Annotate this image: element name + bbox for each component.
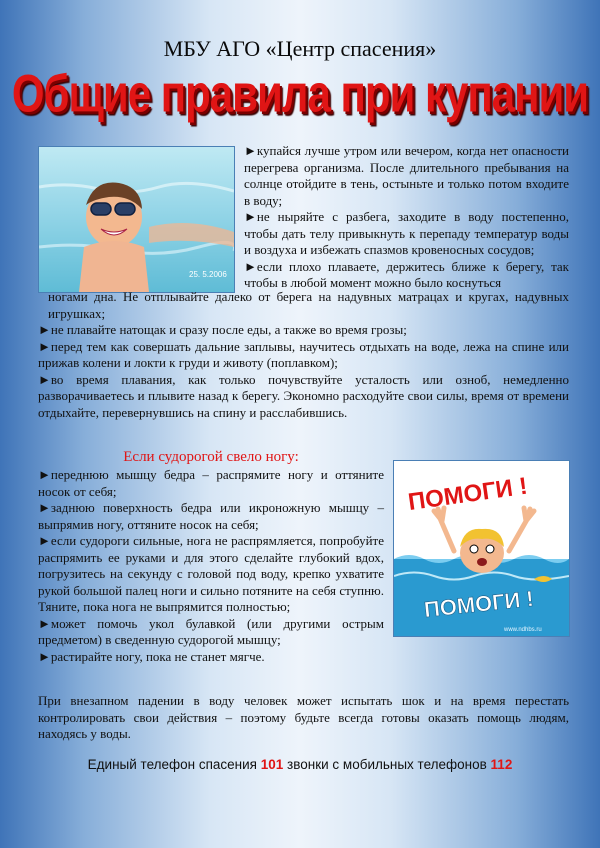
rule-item: ►не ныряйте с разбега, заходите в воду постепенно, чтобы дать телу привыкнуть к перепаду температур воды и воздуха и избежать спазмов кровеносных сосудов; [244, 209, 569, 257]
closing-paragraph [38, 693, 569, 743]
rescue-number: 101 [260, 757, 284, 772]
illustration-credit: www.ndhbs.ru [504, 627, 542, 633]
rule-item: ►купайся лучше утром или вечером, когда нет опасности перегрева организма. После длительного пребывания на солнце отойдите в тень, остыньте и только потом входите в воду; [244, 143, 569, 208]
photo-date-stamp: 25. 5.2006 [189, 270, 227, 279]
cramp-item: ►может помочь укол булавкой (или другими острым предметом) в сведенную судорогой мышцу; [38, 615, 384, 647]
rule-item: ►во время плавания, как только почувствуйте усталость или озноб, немедленно разворачиваетесь и плывите назад к берегу. Экономно расходуйте свои силы, время от времени отдыхайте, перевернувшись на спину и расслабившись. [38, 371, 569, 420]
footer-text-mobile: звонки с мобильных телефонов [287, 757, 487, 772]
rules-top-block [244, 143, 569, 292]
drowning-help-illustration [393, 460, 570, 637]
rules-bottom-block [38, 289, 569, 421]
help-text-bottom: ПОМОГИ ! [422, 585, 535, 623]
cramp-item: ►растирайте ногу, пока не станет мягче. [38, 648, 265, 664]
cramp-instructions [38, 467, 384, 665]
cramp-item: ►если судороги сильные, нога не распрямляется, попробуйте распрямить ее руками и для этого сделайте глубокий вдох, погрузитесь на секунду с головой под воду, крепко ухватите рукой большой палец ноги и сильно потяните на себя ступню. Тяните, пока нога не выпрямится полностью; [38, 533, 384, 614]
closing-text: При внезапном падении в воду человек может испытать шок и на время перестать контролировать свои действия – поэтому будьте всегда готовы оказать помощь людям, находясь у воды. [38, 693, 569, 741]
cramp-section-title: Если судорогой свело ногу: [123, 449, 299, 465]
footer-text-rescue: Единый телефон спасения [87, 757, 257, 772]
organization-name: МБУ АГО «Центр спасения» [163, 36, 437, 61]
rule-item: ►не плавайте натощак и сразу после еды, а также во время грозы; [38, 322, 407, 337]
rule-item: ногами дна. Не отплывайте далеко от берега на надувных матрацах и кругах, надувных игрушках; [48, 289, 569, 321]
mobile-number: 112 [490, 757, 513, 772]
help-text-top: ПОМОГИ ! [406, 472, 530, 517]
emergency-phone-footer [0, 757, 600, 772]
rule-item: ►если плохо плаваете, держитесь ближе к берегу, так чтобы в любой момент можно было коснуться [244, 258, 569, 290]
cramp-item: ►переднюю мышцу бедра – распрямите ногу и оттяните носок от себя; [38, 467, 384, 499]
rule-item: ►перед тем как совершать дальние заплывы, научитесь отдыхать на воде, лежа на спине или прижав колени и локти к груди и животу (поплавком); [38, 338, 569, 370]
swimming-boy-photo [38, 146, 235, 293]
page-title: Общие правила при купании [11, 64, 589, 123]
cramp-item: ►заднюю поверхность бедра или икроножную мышцу – выпрямив ногу, оттяните носок на себя; [38, 500, 384, 532]
